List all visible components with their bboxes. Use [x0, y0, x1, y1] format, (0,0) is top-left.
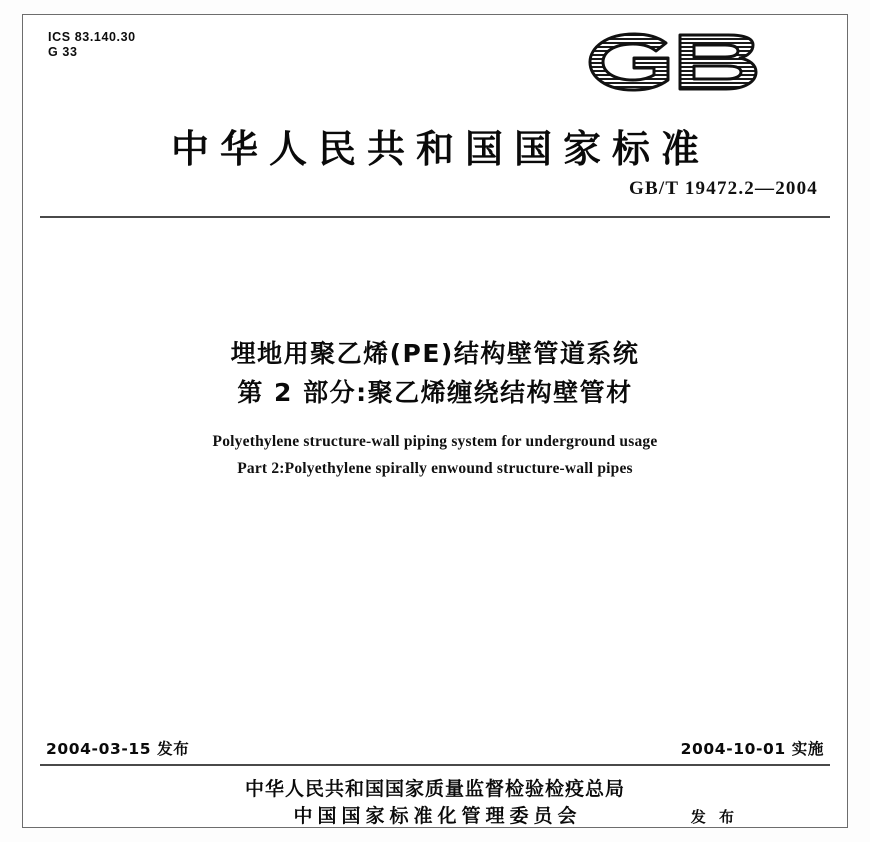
- ics-classification-block: [48, 30, 136, 60]
- ccs-code-line: G 33: [48, 45, 78, 59]
- issue-date: 2004-03-15 发布: [46, 740, 190, 758]
- document-title-cn-line2: 第 2 部分:聚乙烯缠绕结构壁管材: [237, 378, 633, 407]
- document-title-en-line1: Polyethylene structure-wall piping system for underground usage: [212, 433, 658, 450]
- document-title-en-line2: Part 2:Polyethylene spirally enwound structure-wall pipes: [237, 460, 633, 477]
- page-title: 中华人民共和国国家标准: [170, 127, 710, 171]
- publisher-line-1: 中华人民共和国国家质量监督检验检疫总局: [244, 778, 625, 800]
- document-title-cn-line1: 埋地用聚乙烯(PE)结构壁管道系统: [230, 339, 640, 368]
- document-title-en: [0, 428, 870, 482]
- effective-date: 2004-10-01 实施: [680, 740, 824, 758]
- document-title-cn: [0, 334, 870, 412]
- publisher-block: [0, 776, 870, 830]
- publish-label: 发 布: [690, 808, 738, 826]
- gb-logo-icon: [576, 26, 786, 98]
- divider-bottom: [40, 764, 830, 766]
- divider-top: [40, 216, 830, 218]
- publisher-line-2: 中国国家标准化管理委员会: [293, 805, 582, 827]
- ics-code-line: ICS 83.140.30: [48, 30, 136, 44]
- standard-number: GB/T 19472.2—2004: [629, 178, 818, 199]
